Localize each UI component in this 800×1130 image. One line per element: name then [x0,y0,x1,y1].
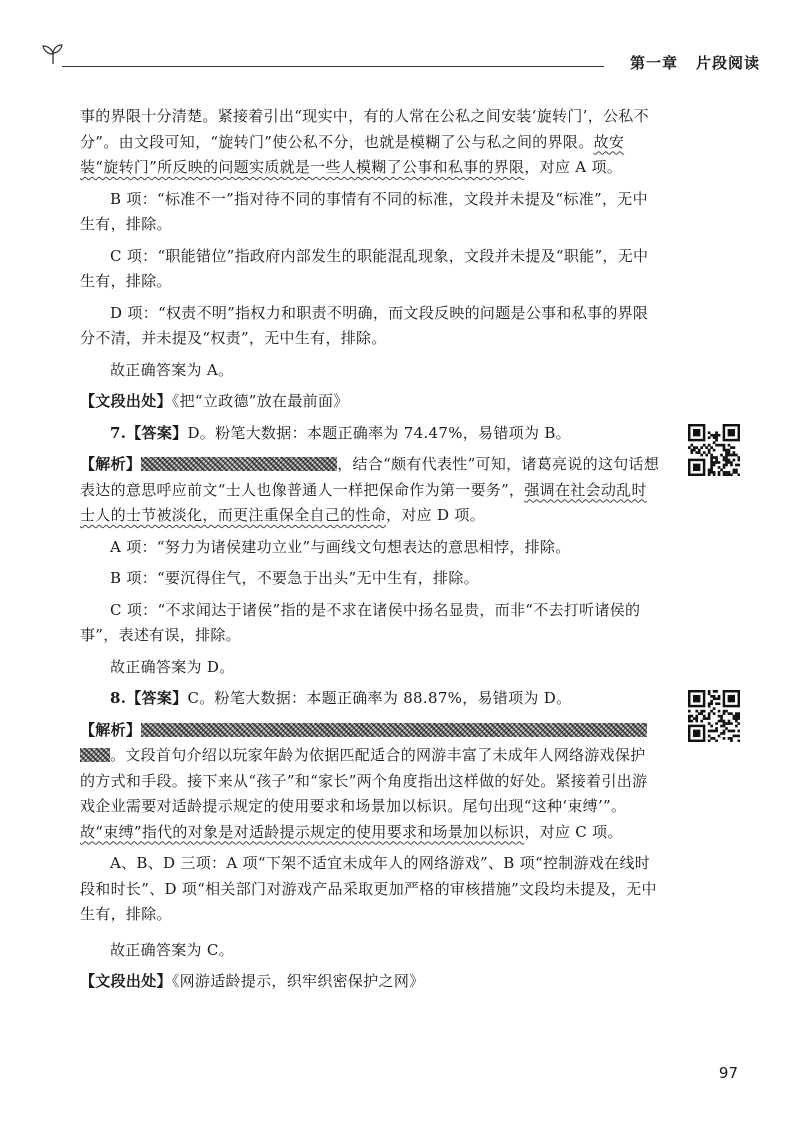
underlined-key-sentence: 故安装“旋转门”所反映的问题实质就是一些人模糊了公事和私事的界限 [80,132,625,176]
qr-code-icon[interactable] [688,690,740,742]
answer-conclusion: 故正确答案为 A。 [110,360,234,379]
source-citation: 【文段出处】《把“立政德”放在最前面》 [80,392,349,410]
underlined-key-sentence: 故“束缚”指代的对象是对适龄提示规定的使用要求和场景加以标识 [80,822,525,841]
answer-conclusion: 故正确答案为 D。 [110,657,235,676]
header-rule [62,66,604,67]
option-b-analysis: B 项：“要沉得住气，不要急于出头”无中生有，排除。 [110,569,479,587]
option-c-analysis: C 项：“不求闻达于诸侯”指的是不求在诸侯中扬名显贵，而非“不去打听诸侯的事”，表述有误，排除。 [80,600,641,644]
redacted-text [141,457,337,471]
question-7-explanation: 【解析】 ，结合“颇有代表性”可知，诸葛亮说的这句话想表达的意思呼应前文“士人也像普通人一样把保命作为第一要务”，强调在社会动乱时士人的士节被淡化，而更注重保全自己的性命，对应 D 项。 [80,455,660,524]
question-8-answer: 8.【答案】C。粉笔大数据：本题正确率为 88.87%，易错项为 D。 [110,689,572,707]
question-8-explanation: 【解析】。文段首句介绍以玩家年龄为依据匹配适合的网游丰富了未成年人网络游戏保护的方式和手段。接下来从“孩子”和“家长”两个角度指出这样做的好处。紧接着引出游戏企业需要对适龄提示规定的使用要求和场景加以标识。尾句出现“这种‘束缚’”。故“束缚”指代的对象是对适龄提示规定的使用要求和场景加以标识，对应 C 项。 [80,720,648,841]
option-c-analysis: C 项：“职能错位”指政府内部发生的职能混乱现象，文段并未提及“职能”，无中生有，排除。 [80,246,649,290]
option-a-analysis: A 项：“努力为诸侯建功立业”与画线文句想表达的意思相悖，排除。 [110,537,571,556]
chapter-number: 第一章 [629,54,678,72]
underlined-key-sentence: 强调在社会动乱时士人的士节被淡化，而更注重保全自己的性命 [80,480,647,524]
options-abd-analysis: A、B、D 三项：A 项“下架不适宜未成年人的网络游戏”、B 项“控制游戏在线时段和时长”、D 项“相关部门对游戏产品采取更加严格的审核措施”文段均未提及，无中生有，排除。 [80,854,657,923]
redacted-text [80,748,110,762]
source-citation: 【文段出处】《网游适龄提示，织牢织密保护之网》 [80,972,425,990]
page-header [40,40,760,80]
page-number: 97 [718,1064,738,1082]
section-title: 片段阅读 [695,54,760,72]
option-b-analysis: B 项：“标准不一”指对待不同的事情有不同的标准，文段并未提及“标准”，无中生有，排除。 [80,189,648,233]
answer-conclusion: 故正确答案为 C。 [110,940,234,959]
question-7-answer: 7.【答案】D。粉笔大数据：本题正确率为 74.47%，易错项为 B。 [110,423,571,442]
sprout-icon [40,42,66,68]
option-d-analysis: D 项：“权责不明”指权力和职责不明确，而文段反映的问题是公事和私事的界限分不清，并未提及“权责”，无中生有，排除。 [80,303,649,347]
paragraph-continuation: 事的界限十分清楚。紧接着引出“现实中，有的人常在公私之间安装‘旋转门’，公私不分”。由文段可知，“旋转门”使公私不分，也就是模糊了公与私之间的界限。故安装“旋转门”所反映的问题实质就是一些人模糊了公事和私事的界限，对应 A 项。 [80,107,649,176]
chapter-title [630,52,760,73]
page-body [80,104,660,995]
qr-code-icon[interactable] [688,424,740,476]
redacted-text [141,723,647,737]
